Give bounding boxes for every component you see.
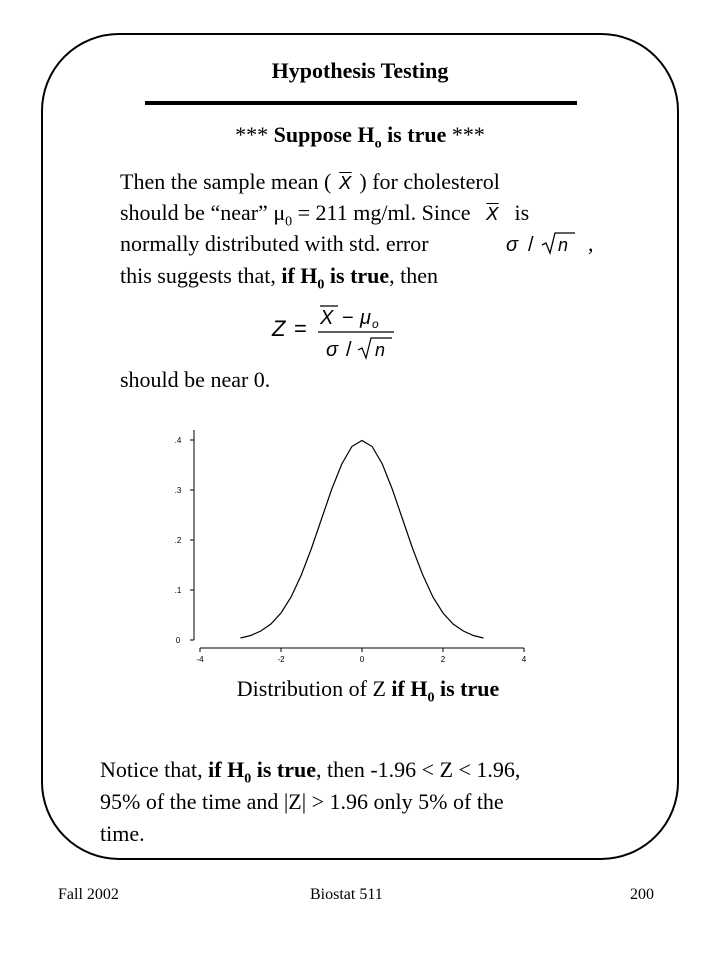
svg-text:/: / [346,339,352,361]
svg-text:/: / [528,234,534,256]
normal-density-chart [160,410,540,670]
slide-title: Hypothesis Testing [271,58,449,83]
slide-subtitle [0,122,720,152]
y-tick-label: 0 [175,636,181,645]
density-curve [241,441,484,639]
svg-text:σ: σ [506,234,519,256]
z-formula [268,296,408,366]
subtitle-stars-left: *** [235,122,269,147]
y-tick-label: .1 [174,586,182,595]
y-tick-label: .3 [174,486,182,495]
title-underline [145,101,577,105]
subtitle-text: Suppose $H_o$ is true [273,122,447,152]
svg-text:σ: σ [326,339,339,361]
y-tick-label: .2 [174,536,182,545]
svg-text:o: o [372,317,379,331]
notice-line-1: Notice that, if $H_0$ is true, then -1.96 < Z < 1.96, [100,757,521,787]
paragraph-line-2: should be “near” $\mu_0 = 211$ mg/ml. Since $\overline{X}$ is [120,200,530,230]
paragraph-line-3-comma: , [588,231,594,256]
footer-right: 200 [630,886,654,903]
x-tick-label: 0 [359,655,365,664]
svg-text:=: = [294,316,307,341]
xbar-symbol: $\overline{X}$ [339,173,352,194]
y-tick-label: .4 [174,436,182,445]
x-tick-label: -2 [277,655,285,664]
footer-left: Fall 2002 [58,886,119,903]
x-tick-label: -4 [196,655,204,664]
paragraph-line-3: normally distributed with std. error [120,231,429,256]
svg-text:n: n [375,340,386,360]
svg-text:n: n [558,235,569,255]
paragraph-line-4: this suggests that, if $H_0$ is true, then [120,263,439,293]
x-tick-label: 2 [440,655,446,664]
svg-text:Z: Z [272,316,286,341]
subtitle-stars-right: *** [451,122,485,147]
std-error-formula [500,229,580,259]
svg-text:X: X [320,307,334,329]
paragraph-line-5: should be near 0. [120,367,271,392]
paragraph-line-1: Then the sample mean ( $\overline{X}$ ) for cholesterol [120,169,500,194]
svg-text:−: − [342,307,354,329]
chart-caption: Distribution of Z if $H_0$ is true [236,676,500,706]
footer-center: Biostat 511 [310,886,383,903]
notice-line-2: 95% of the time and |Z| > 1.96 only 5% of the [100,789,504,814]
x-tick-label: 4 [521,655,527,664]
notice-line-3: time. [100,821,145,846]
svg-text:μ: μ [360,307,371,329]
xbar-symbol-2: $\overline{X}$ [486,204,499,225]
